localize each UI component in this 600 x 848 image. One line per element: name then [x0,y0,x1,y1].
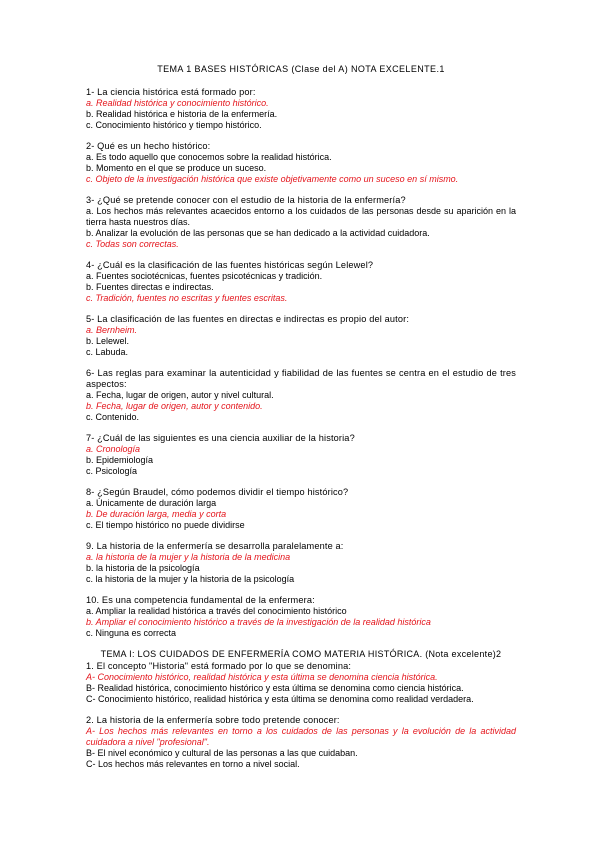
question-text: 2. La historia de la enfermería sobre todo pretende conocer: [86,715,340,725]
answer-option-correct: b. Fecha, lugar de origen, autor y contenido. [86,401,263,411]
answer-option-correct: b. De duración larga, media y corta [86,509,227,519]
question [86,87,516,131]
question [86,661,516,705]
question-text: 10. Es una competencia fundamental de la enfermera: [86,595,315,605]
question-text: 8- ¿Según Braudel, cómo podemos dividir el tiempo histórico? [86,487,349,497]
question [86,541,516,585]
question-text: 3- ¿Qué se pretende conocer con el estudio de la historia de la enfermería? [86,195,406,205]
question-text: 4- ¿Cuál es la clasificación de las fuentes históricas según Lelewel? [86,260,374,270]
answer-option: a. Ampliar la realidad histórica a través del conocimiento histórico [86,606,347,616]
answer-option-correct: a. Cronología [86,444,141,454]
answer-option: c. la historia de la mujer y la historia de la psicología [86,574,295,584]
answer-option-correct: a. Bernheim. [86,325,138,335]
answer-option: c. Labuda. [86,347,129,357]
answer-option-correct: c. Tradición, fuentes no escritas y fuentes escritas. [86,293,288,303]
answer-option: b. Fuentes directas e indirectas. [86,282,214,292]
question-text: 5- La clasificación de las fuentes en directas e indirectas es propio del autor: [86,314,410,324]
question [86,314,516,358]
question [86,260,516,304]
answer-option: b. Momento en el que se produce un suceso. [86,163,267,173]
answer-option-correct: a. la historia de la mujer y la historia de la medicina [86,552,291,562]
answer-option: b. la historia de la psicología [86,563,200,573]
answer-option: c. Psicología [86,466,138,476]
question [86,141,516,185]
question [86,715,516,770]
document-page [86,64,516,780]
question-text: 9. La historia de la enfermería se desarrolla paralelamente a: [86,541,344,551]
answer-option: b. Epidemiología [86,455,154,465]
answer-option-correct: c. Objeto de la investigación histórica que existe objetivamente como un suceso en sí mismo. [86,174,459,184]
answer-option: b. Lelewel. [86,336,130,346]
question [86,487,516,531]
answer-option: c. Contenido. [86,412,140,422]
answer-option: a. Fecha, lugar de origen, autor y nivel cultural. [86,390,274,400]
answer-option: c. El tiempo histórico no puede dividirse [86,520,245,530]
question-text: 7- ¿Cuál de las siguientes es una ciencia auxiliar de la historia? [86,433,355,443]
question-text: 1- La ciencia histórica está formado por: [86,87,256,97]
answer-option: a. Únicamente de duración larga [86,498,217,508]
question [86,595,516,639]
answer-option-correct: A- Los hechos más relevantes en torno a los cuidados de las personas y la evolución de la actividad cuidadora a nivel "profesional". [86,726,516,747]
answer-option: c. Conocimiento histórico y tiempo histórico. [86,120,262,130]
answer-option: b. Realidad histórica e historia de la enfermería. [86,109,278,119]
answer-option-correct: c. Todas son correctas. [86,239,179,249]
answer-option: B- El nivel económico y cultural de las personas a las que cuidaban. [86,748,358,758]
question-text: 6- Las reglas para examinar la autenticidad y fiabilidad de las fuentes se centra en el estudio de tres aspectos: [86,368,516,389]
answer-option: a. Es todo aquello que conocemos sobre la realidad histórica. [86,152,332,162]
answer-option-correct: b. Ampliar el conocimiento histórico a través de la investigación de la realidad histórica [86,617,431,627]
answer-option: a. Los hechos más relevantes acaecidos entorno a los cuidados de las personas desde su aparición en la tierra hasta nuestros días. [86,206,516,227]
question [86,433,516,477]
answer-option-correct: a. Realidad histórica y conocimiento histórico. [86,98,269,108]
question [86,195,516,250]
answer-option: c. Ninguna es correcta [86,628,177,638]
question-text: 2- Qué es un hecho histórico: [86,141,211,151]
answer-option-correct: A- Conocimiento histórico, realidad histórica y esta última se denomina ciencia histórica. [86,672,438,682]
section1-questions [86,87,516,639]
section2-questions [86,661,516,770]
question-text: 1. El concepto "Historia" está formado por lo que se denomina: [86,661,352,671]
answer-option: C- Conocimiento histórico, realidad histórica y esta última se denomina como realidad verdadera. [86,694,474,704]
section1-title: TEMA 1 BASES HISTÓRICAS (Clase del A) NOTA EXCELENTE.1 [157,64,445,74]
question [86,368,516,423]
section2-title: TEMA I: LOS CUIDADOS DE ENFERMERÍA COMO MATERIA HISTÓRICA. (Nota excelente)2 [100,649,502,659]
answer-option: a. Fuentes sociotécnicas, fuentes psicotécnicas y tradición. [86,271,323,281]
answer-option: B- Realidad histórica, conocimiento histórico y esta última se denomina como ciencia histórica. [86,683,464,693]
answer-option: b. Analizar la evolución de las personas que se han dedicado a la actividad cuidadora. [86,228,430,238]
answer-option: C- Los hechos más relevantes en torno a nivel social. [86,759,300,769]
